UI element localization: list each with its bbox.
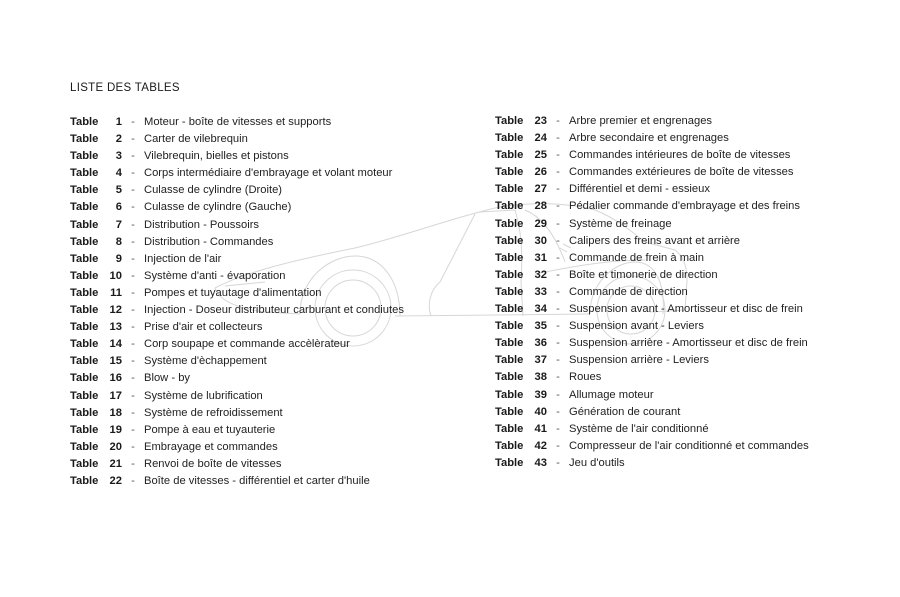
table-number: 17 [109,389,122,402]
table-entry[interactable] [495,233,809,250]
table-number: 14 [109,338,122,351]
table-number: 19 [109,423,122,436]
separator: - [131,167,135,180]
table-description: Commandes intérieures de boîte de vitesses [569,149,791,162]
table-number: 21 [109,457,122,470]
table-entry[interactable] [70,319,404,336]
table-label: Table [70,235,99,248]
table-number: 31 [534,251,547,264]
table-description: Commandes extérieures de boîte de vitesses [569,166,794,179]
table-entry[interactable] [495,250,809,267]
table-number: 37 [534,354,547,367]
table-label: Table [70,440,99,453]
separator: - [556,320,560,333]
page-title: LISTE DES TABLES [70,82,180,94]
table-label: Table [70,269,99,282]
table-entry[interactable] [70,285,404,302]
table-description: Culasse de cylindre (Droite) [144,184,283,197]
table-label: Table [70,218,99,231]
table-label: Table [70,457,99,470]
table-description: Prise d'air et collecteurs [144,321,263,334]
table-number: 10 [109,269,122,282]
table-entry[interactable] [70,268,404,285]
separator: - [131,150,135,163]
table-number: 29 [534,217,547,230]
table-number: 5 [115,184,122,197]
table-entry[interactable] [495,438,809,455]
table-label: Table [495,320,524,333]
separator: - [556,132,560,145]
table-entry[interactable] [495,421,809,438]
table-entry[interactable] [495,130,809,147]
table-entry[interactable] [70,353,404,370]
table-label: Table [70,150,99,163]
table-description: Distribution - Poussoirs [144,218,260,231]
separator: - [556,285,560,298]
table-label: Table [495,166,524,179]
separator: - [131,252,135,265]
table-description: Blow - by [144,372,191,385]
table-label: Table [70,389,99,402]
table-number: 3 [115,150,122,163]
table-number: 30 [534,234,547,247]
table-label: Table [70,184,99,197]
table-description: Suspension avant - Amortisseur et disc de frein [569,303,803,316]
table-number: 1 [115,116,122,128]
separator: - [556,405,560,418]
table-number: 8 [115,235,122,248]
table-label: Table [70,474,99,487]
tables-list-left [70,114,404,490]
separator: - [131,423,135,436]
table-number: 24 [534,132,547,145]
table-label: Table [495,132,524,145]
table-entry[interactable] [70,336,404,353]
table-entry[interactable] [495,352,809,369]
separator: - [131,269,135,282]
table-description: Allumage moteur [569,388,654,401]
table-description: Suspension avant - Leviers [569,320,704,333]
table-entry[interactable] [495,216,809,233]
table-description: Injection - Doseur distributeur carburant et condiutes [144,304,404,317]
table-label: Table [70,423,99,436]
table-label: Table [70,355,99,368]
table-label: Table [70,201,99,214]
table-entry[interactable] [70,388,404,405]
table-entry[interactable] [495,404,809,421]
separator: - [556,354,560,367]
table-description: Génération de courant [569,405,681,418]
table-description: Renvoi de boîte de vitesses [144,457,282,470]
table-description: Culasse de cylindre (Gauche) [144,201,292,214]
table-number: 32 [534,268,547,281]
tables-list-right [495,113,809,472]
table-label: Table [495,422,524,435]
table-entry[interactable] [70,405,404,422]
table-number: 40 [534,405,547,418]
table-entry[interactable] [495,284,809,301]
separator: - [556,371,560,384]
table-description: Système de refroidissement [144,406,283,419]
table-description: Embrayage et commandes [144,440,278,453]
table-number: 27 [534,183,547,196]
table-description: Système de lubrification [144,389,263,402]
table-number: 33 [534,285,547,298]
table-description: Carter de vilebrequin [144,133,248,146]
separator: - [556,456,560,469]
table-label: Table [495,354,524,367]
table-description: Système de l'air conditionné [569,422,709,435]
table-number: 16 [109,372,122,385]
table-entry[interactable] [70,370,404,387]
separator: - [131,184,135,197]
table-entry[interactable] [495,147,809,164]
table-label: Table [70,321,99,334]
table-entry[interactable] [495,369,809,386]
table-number: 34 [534,303,547,316]
separator: - [556,439,560,452]
table-description: Injection de l'air [144,252,222,265]
separator: - [131,201,135,214]
separator: - [131,133,135,146]
table-entry[interactable] [70,148,404,165]
table-number: 13 [109,321,122,334]
separator: - [131,338,135,351]
table-entry[interactable] [495,267,809,284]
table-number: 15 [109,355,122,368]
table-description: Corps intermédiaire d'embrayage et volant moteur [144,167,393,180]
separator: - [556,422,560,435]
table-description: Arbre secondaire et engrenages [569,132,729,145]
table-number: 39 [534,388,547,401]
table-number: 6 [115,201,122,214]
table-entry[interactable] [70,182,404,199]
table-entry[interactable] [495,113,809,130]
table-description: Système de freinage [569,217,672,230]
table-number: 36 [534,337,547,350]
table-label: Table [70,116,99,128]
separator: - [131,474,135,487]
separator: - [556,183,560,196]
table-entry[interactable] [495,387,809,404]
table-number: 20 [109,440,122,453]
separator: - [556,303,560,316]
separator: - [556,234,560,247]
table-description: Vilebrequin, bielles et pistons [144,150,289,163]
table-entry[interactable] [70,114,404,131]
table-entry[interactable] [70,456,404,473]
table-entry[interactable] [70,473,404,490]
table-entry[interactable] [495,164,809,181]
table-label: Table [70,286,99,299]
table-label: Table [495,388,524,401]
table-description: Arbre premier et engrenages [569,115,713,127]
table-description: Différentiel et demi - essieux [569,183,710,196]
table-number: 43 [534,456,547,469]
table-number: 12 [109,304,122,317]
separator: - [556,251,560,264]
table-entry[interactable] [70,165,404,182]
table-number: 22 [109,474,122,487]
table-number: 38 [534,371,547,384]
table-description: Système d'anti - évaporation [144,269,286,282]
table-label: Table [70,167,99,180]
table-label: Table [495,371,524,384]
separator: - [131,218,135,231]
separator: - [131,355,135,368]
separator: - [131,457,135,470]
table-description: Système d'èchappement [144,355,267,368]
table-number: 4 [115,167,122,180]
table-description: Boîte de vitesses - différentiel et carter d'huile [144,474,370,487]
separator: - [556,115,560,127]
separator: - [556,388,560,401]
table-label: Table [70,406,99,419]
table-description: Pompes et tuyautage d'alimentation [144,286,322,299]
table-number: 35 [534,320,547,333]
table-entry[interactable] [70,251,404,268]
separator: - [131,372,135,385]
table-number: 42 [534,439,547,452]
table-label: Table [495,285,524,298]
table-entry[interactable] [495,318,809,335]
separator: - [131,321,135,334]
table-number: 9 [115,252,122,265]
separator: - [131,389,135,402]
separator: - [131,286,135,299]
table-label: Table [495,183,524,196]
table-number: 41 [534,422,547,435]
separator: - [556,337,560,350]
separator: - [556,268,560,281]
table-number: 7 [115,218,122,231]
table-label: Table [495,200,524,213]
table-label: Table [70,372,99,385]
table-entry[interactable] [70,422,404,439]
table-entry[interactable] [70,217,404,234]
table-label: Table [495,303,524,316]
table-description: Boîte et timonerie de direction [569,268,718,281]
table-label: Table [495,268,524,281]
separator: - [131,440,135,453]
table-entry[interactable] [495,198,809,215]
table-label: Table [70,338,99,351]
table-description: Suspension arrière - Leviers [569,354,709,367]
table-entry[interactable] [495,455,809,472]
separator: - [131,304,135,317]
table-number: 18 [109,406,122,419]
separator: - [131,116,135,128]
table-label: Table [495,456,524,469]
table-label: Table [495,251,524,264]
table-description: Calipers des freins avant et arrière [569,234,740,247]
table-number: 26 [534,166,547,179]
table-entry[interactable] [495,301,809,318]
table-number: 28 [534,200,547,213]
table-description: Distribution - Commandes [144,235,274,248]
separator: - [131,235,135,248]
table-description: Commande de direction [569,285,688,298]
table-label: Table [495,217,524,230]
table-label: Table [495,115,524,127]
table-number: 11 [110,286,122,299]
table-label: Table [495,234,524,247]
table-label: Table [495,337,524,350]
table-label: Table [70,133,99,146]
table-number: 2 [115,133,122,146]
table-entry[interactable] [70,199,404,216]
table-description: Pompe à eau et tuyauterie [144,423,276,436]
table-label: Table [495,439,524,452]
table-entry[interactable] [70,131,404,148]
table-description: Moteur - boîte de vitesses et supports [144,116,332,128]
table-entry[interactable] [495,335,809,352]
separator: - [556,166,560,179]
table-entry[interactable] [70,302,404,319]
table-description: Corp soupape et commande accèlèrateur [144,338,350,351]
table-label: Table [70,304,99,317]
table-entry[interactable] [495,181,809,198]
table-entry[interactable] [70,439,404,456]
table-description: Compresseur de l'air conditionné et commandes [569,439,809,452]
separator: - [556,149,560,162]
table-entry[interactable] [70,234,404,251]
separator: - [556,217,560,230]
table-description: Commande de frein à main [569,251,704,264]
table-description: Suspension arrière - Amortisseur et disc de frein [569,337,808,350]
table-number: 23 [534,115,547,127]
table-label: Table [495,405,524,418]
table-description: Jeu d'outils [569,456,625,469]
separator: - [131,406,135,419]
table-label: Table [70,252,99,265]
table-label: Table [495,149,524,162]
table-description: Roues [569,371,602,384]
separator: - [556,200,560,213]
table-number: 25 [534,149,547,162]
table-description: Pédalier commande d'embrayage et des freins [569,200,800,213]
